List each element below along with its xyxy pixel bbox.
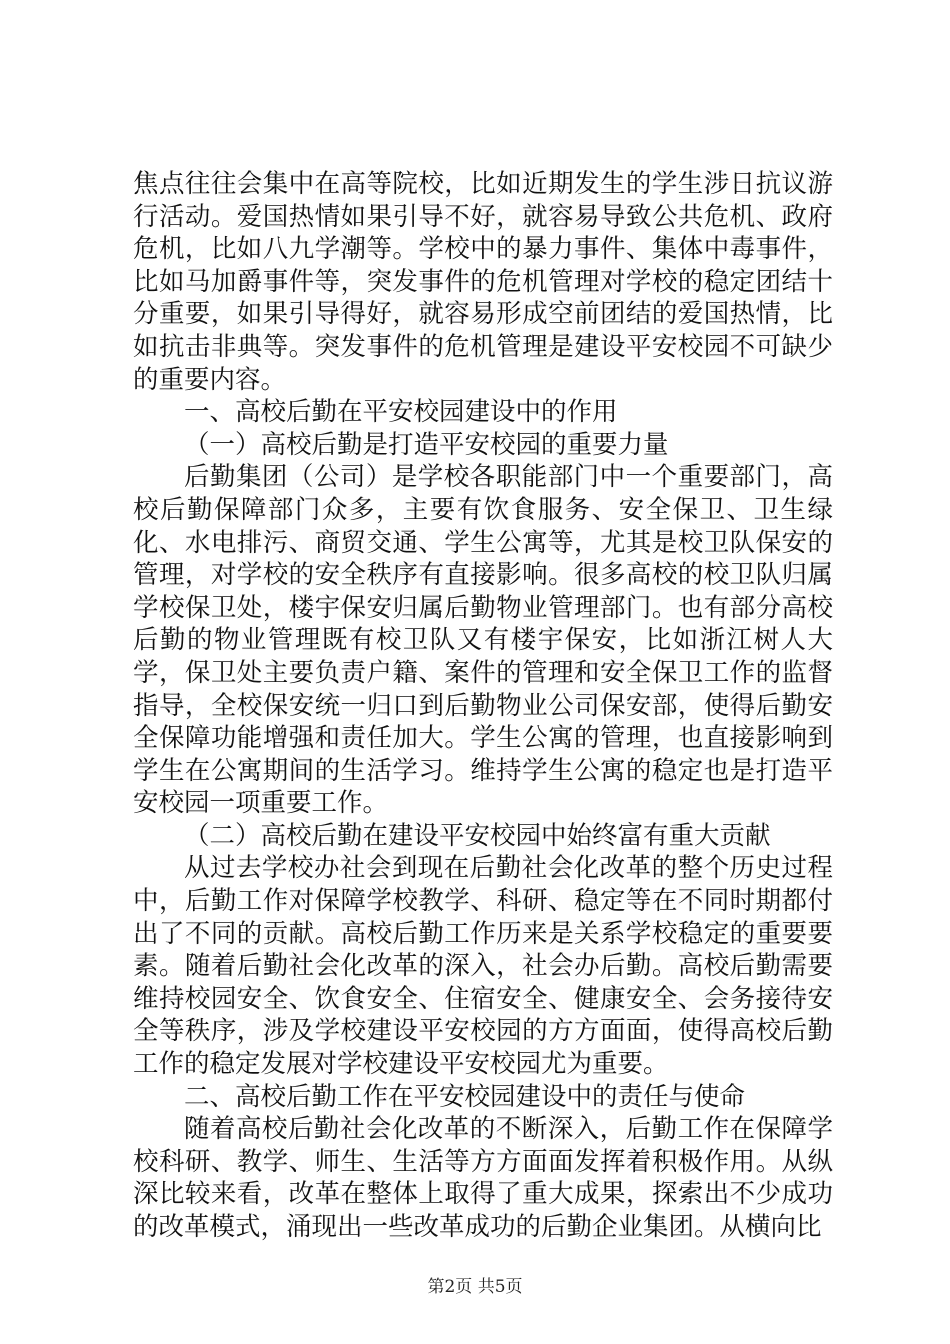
subsection-heading-1-1: （一）高校后勤是打造平安校园的重要力量: [184, 429, 669, 460]
section-heading-1: 一、高校后勤在平安校园建设中的作用: [184, 397, 618, 428]
paragraph-3: 随着高校后勤社会化改革的不断深入，后勤工作在保障学校科研、教学、师生、生活等方方面面发挥着积极作用。从纵深比较来看，改革在整体上取得了重大成果，探索出不少成功的改革模式，涌现出一些改革成功的后勤企业集团。从横向比: [133, 1114, 833, 1242]
paragraph-2: 从过去学校办社会到现在后勤社会化改革的整个历史过程中，后勤工作对保障学校教学、科研、稳定等在不同时期都付出了不同的贡献。高校后勤工作历来是关系学校稳定的重要要素。随着后勤社会化改革的深入，社会办后勤。高校后勤需要维持校园安全、饮食安全、住宿安全、健康安全、会务接待安全等秩序，涉及学校建设平安校园的方方面面，使得高校后勤工作的稳定发展对学校建设平安校园尤为重要。: [133, 853, 833, 1080]
paragraph-continued: 焦点往往会集中在高等院校，比如近期发生的学生涉日抗议游行活动。爱国热情如果引导不好，就容易导致公共危机、政府危机，比如八九学潮等。学校中的暴力事件、集体中毒事件，比如马加爵事件等，突发事件的危机管理对学校的稳定团结十分重要，如果引导得好，就容易形成空前团结的爱国热情，比如抗击非典等。突发事件的危机管理是建设平安校园不可缺少的重要内容。: [133, 169, 833, 395]
paragraph-1: 后勤集团（公司）是学校各职能部门中一个重要部门，高校后勤保障部门众多，主要有饮食服务、安全保卫、卫生绿化、水电排污、商贸交通、学生公寓等，尤其是校卫队保安的管理，对学校的安全秩序有直接影响。很多高校的校卫队归属学校保卫处，楼宇保安归属后勤物业管理部门。也有部分高校后勤的物业管理既有校卫队又有楼宇保安，比如浙江树人大学，保卫处主要负责户籍、案件的管理和安全保卫工作的监督指导，全校保安统一归口到后勤物业公司保安部，使得后勤安全保障功能增强和责任加大。学生公寓的管理，也直接影响到学生在公寓期间的生活学习。维持学生公寓的稳定也是打造平安校园一项重要工作。: [133, 462, 833, 819]
document-body: [133, 168, 833, 1244]
page-number: 第2页 共5页: [427, 1277, 523, 1297]
subsection-heading-1-2: （二）高校后勤在建设平安校园中始终富有重大贡献: [184, 820, 771, 851]
page-footer: [0, 1272, 950, 1297]
section-heading-2: 二、高校后勤工作在平安校园建设中的责任与使命: [184, 1081, 746, 1112]
